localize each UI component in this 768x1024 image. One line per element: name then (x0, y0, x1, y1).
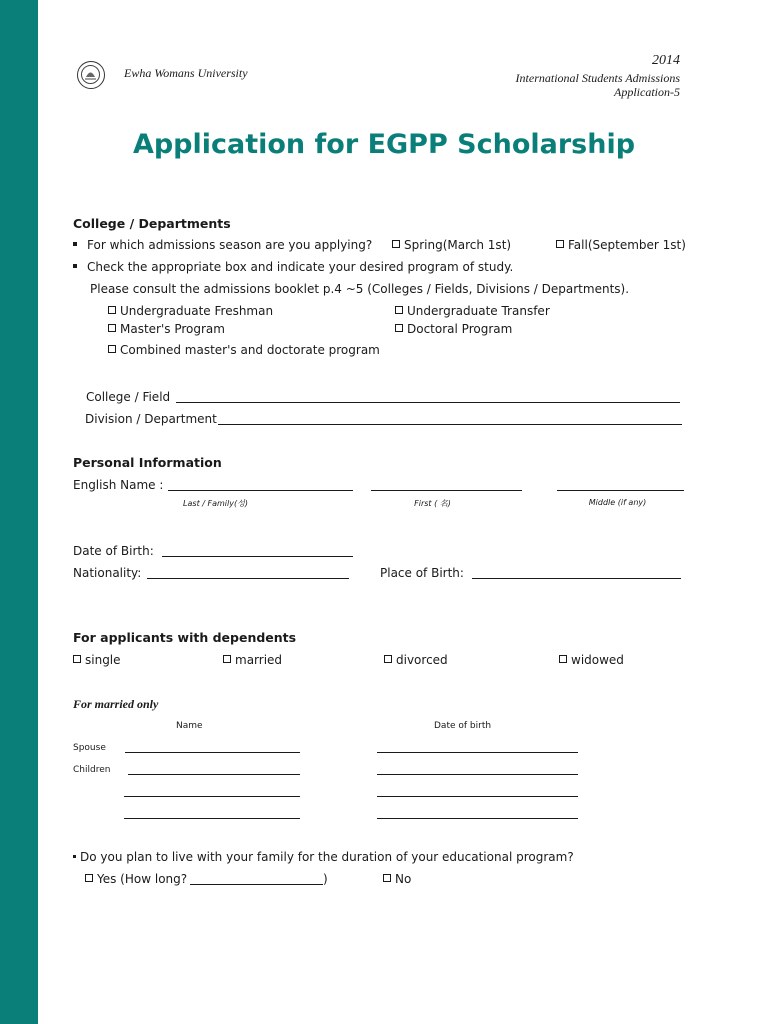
child-name-input[interactable] (124, 818, 300, 819)
nationality-label: Nationality: (73, 566, 142, 580)
last-name-caption: Last / Family(성) (183, 499, 248, 508)
checkbox-icon[interactable] (108, 345, 116, 353)
family-question: Do you plan to live with your family for the duration of your educational program? (73, 850, 574, 864)
english-name-label: English Name : (73, 478, 164, 492)
checkbox-icon[interactable] (392, 240, 400, 248)
checkbox-icon[interactable] (395, 324, 403, 332)
nationality-input[interactable] (147, 578, 349, 579)
child-dob-input[interactable] (377, 774, 578, 775)
bullet-icon (73, 242, 77, 246)
college-section-heading: College / Departments (73, 216, 231, 231)
spring-option[interactable]: Spring(March 1st) (392, 238, 511, 252)
checkbox-icon[interactable] (556, 240, 564, 248)
dob-input[interactable] (162, 556, 353, 557)
no-option[interactable]: No (383, 872, 411, 886)
married-only-heading: For married only (73, 697, 159, 711)
bullet-icon (73, 855, 76, 858)
checkbox-icon[interactable] (85, 874, 93, 882)
undergrad-freshman-option[interactable]: Undergraduate Freshman (108, 304, 273, 318)
program-note: Please consult the admissions booklet p.4 ~5 (Colleges / Fields, Divisions / Departments). (90, 282, 630, 296)
dependents-section-heading: For applicants with dependents (73, 630, 297, 645)
checkbox-icon[interactable] (384, 655, 392, 663)
single-option[interactable]: single (73, 653, 121, 667)
undergrad-transfer-option[interactable]: Undergraduate Transfer (395, 304, 550, 318)
header-year: 2014 (652, 53, 680, 68)
pob-label: Place of Birth: (380, 566, 464, 580)
divorced-option[interactable]: divorced (384, 653, 448, 667)
child-dob-input[interactable] (377, 796, 578, 797)
college-field-label: College / Field (86, 390, 171, 404)
widowed-option[interactable]: widowed (559, 653, 624, 667)
yes-close-paren: ) (323, 872, 328, 886)
middle-name-caption: Middle (if any) (588, 498, 647, 507)
masters-option[interactable]: Master's Program (108, 322, 225, 336)
how-long-input[interactable] (190, 884, 323, 885)
header-program-line: International Students Admissions (515, 71, 680, 85)
university-seal-icon (77, 61, 105, 89)
checkbox-icon[interactable] (383, 874, 391, 882)
spouse-dob-input[interactable] (377, 752, 578, 753)
division-label: Division / Department (85, 412, 217, 426)
season-question: For which admissions season are you applying? (73, 238, 372, 252)
header-form-code: Application-5 (614, 85, 680, 99)
children-label: Children (73, 765, 111, 775)
checkbox-icon[interactable] (108, 324, 116, 332)
spouse-name-input[interactable] (125, 752, 300, 753)
division-input[interactable] (218, 424, 682, 425)
checkbox-icon[interactable] (108, 306, 116, 314)
college-field-input[interactable] (176, 402, 680, 403)
middle-name-input[interactable] (557, 490, 684, 491)
fall-option[interactable]: Fall(September 1st) (556, 238, 686, 252)
personal-section-heading: Personal Information (73, 455, 222, 470)
program-question: Check the appropriate box and indicate your desired program of study. (73, 260, 513, 274)
doctoral-option[interactable]: Doctoral Program (395, 322, 512, 336)
checkbox-icon[interactable] (223, 655, 231, 663)
checkbox-icon[interactable] (559, 655, 567, 663)
child-name-input[interactable] (128, 774, 300, 775)
combined-option[interactable]: Combined master's and doctorate program (108, 343, 380, 357)
checkbox-icon[interactable] (395, 306, 403, 314)
married-option[interactable]: married (223, 653, 282, 667)
bullet-icon (73, 264, 77, 268)
col-dob-header: Date of birth (434, 721, 492, 731)
first-name-caption: First ( 名) (414, 499, 451, 508)
checkbox-icon[interactable] (73, 655, 81, 663)
child-dob-input[interactable] (377, 818, 578, 819)
page-title: Application for EGPP Scholarship (132, 129, 636, 160)
dob-label: Date of Birth: (73, 544, 154, 558)
first-name-input[interactable] (371, 490, 522, 491)
pob-input[interactable] (472, 578, 681, 579)
yes-option[interactable]: Yes (How long? (85, 872, 187, 886)
spouse-label: Spouse (73, 743, 106, 753)
university-name: Ewha Womans University (124, 66, 248, 80)
child-name-input[interactable] (124, 796, 300, 797)
last-name-input[interactable] (168, 490, 353, 491)
col-name-header: Name (176, 721, 203, 731)
